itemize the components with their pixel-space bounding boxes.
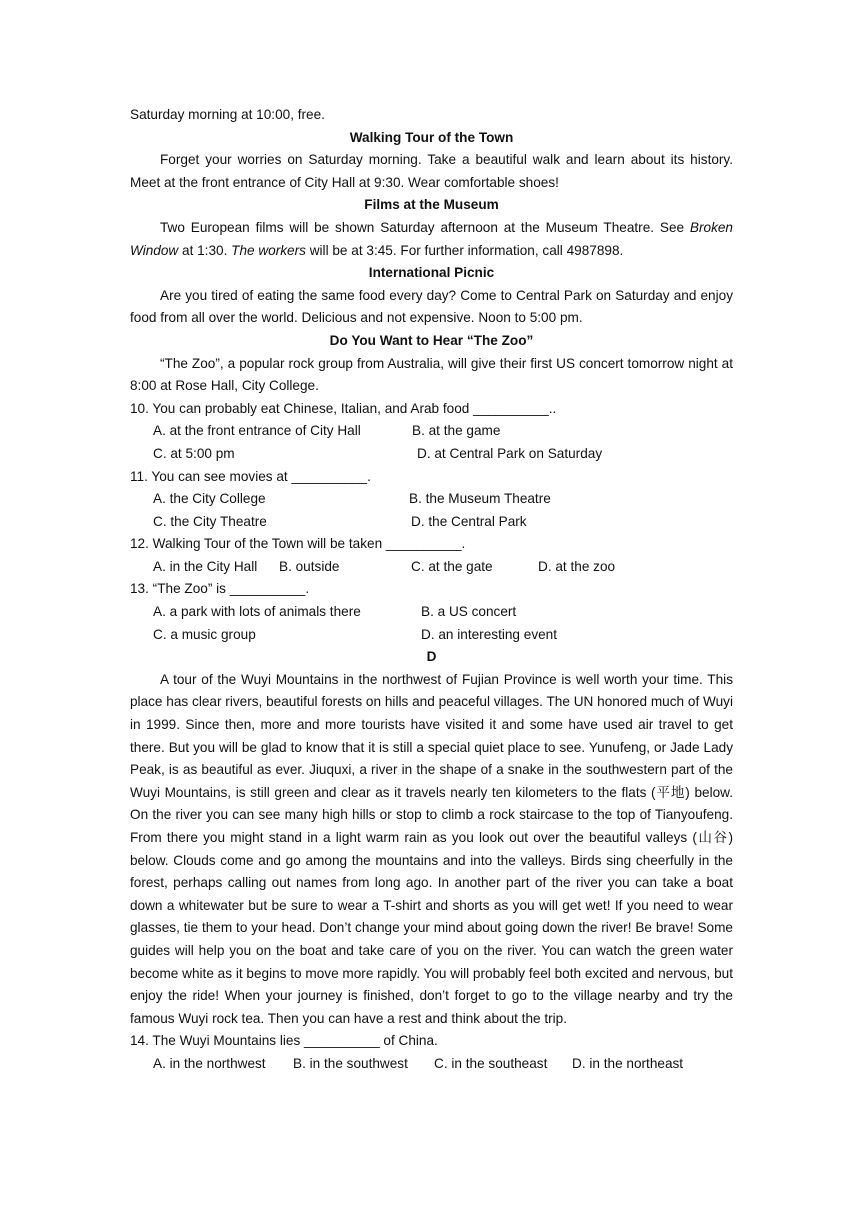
question-12-option-a: A. in the City Hall bbox=[153, 558, 258, 574]
question-12-options-row bbox=[130, 556, 733, 579]
passage-part-2: ) below. On the river you can see many high hills or stop to climb a rock staircase to the top of Tianyoufeng. From there you might stand in a light warm rain as you look out over the beautiful valleys ( bbox=[130, 784, 733, 845]
question-11-option-d: D. the Central Park bbox=[411, 513, 527, 529]
passage-part-1: A tour of the Wuyi Mountains in the northwest of Fujian Province is well worth your time. This place has clear rivers, beautiful forests on hills and peaceful villages. The UN honored much of Wuyi in 1999. Since then, more and more tourists have visited it and some have used air travel to get there. But you will be glad to know that it is still a special quiet place to see. Yunufeng, or Jade Lady Peak, is as beautiful as ever. Jiuquxi, a river in the shape of a snake in the southwestern part of the Wuyi Mountains, is still green and clear as it travels nearly ten kilometers to the flats ( bbox=[130, 671, 733, 800]
question-11-option-a: A. the City College bbox=[153, 491, 266, 507]
question-14-option-c: C. in the southeast bbox=[434, 1055, 548, 1071]
question-10-options-row1 bbox=[130, 420, 733, 443]
question-10-option-b: B. at the game bbox=[412, 423, 501, 439]
section-d-heading: D bbox=[426, 649, 437, 665]
question-13-options-row1 bbox=[130, 601, 733, 624]
tour-paragraph: Forget your worries on Saturday morning. Take a beautiful walk and learn about its history. Meet at the front entrance of City Hall at 9:30. Wear comfortable shoes! bbox=[130, 152, 733, 190]
picnic-paragraph: Are you tired of eating the same food every day? Come to Central Park on Saturday and enjoy food from all over the world. Delicious and not expensive. Noon to 5:00 pm. bbox=[130, 287, 733, 326]
films-text-c: will be at 3:45. For further information, call 4987898. bbox=[305, 242, 624, 258]
question-11-options-row1 bbox=[130, 488, 733, 511]
films-heading: Films at the Museum bbox=[364, 197, 499, 213]
question-13-options-row2 bbox=[130, 624, 733, 647]
question-12-option-b: B. outside bbox=[279, 558, 340, 574]
question-14-option-a: A. in the northwest bbox=[153, 1055, 266, 1071]
question-13-option-d: D. an interesting event bbox=[421, 626, 558, 642]
films-paragraph bbox=[130, 217, 733, 262]
film-title-the-workers: The workers bbox=[231, 242, 306, 258]
zoo-paragraph: “The Zoo”, a popular rock group from Australia, will give their first US concert tomorrow night at 8:00 at Rose Hall, City College. bbox=[130, 355, 733, 394]
question-12-option-c: C. at the gate bbox=[411, 558, 493, 574]
question-10-stem: 10. You can probably eat Chinese, Italian, and Arab food __________.. bbox=[130, 400, 557, 416]
tour-heading: Walking Tour of the Town bbox=[349, 129, 514, 145]
picnic-heading: International Picnic bbox=[368, 265, 495, 281]
question-10-option-d: D. at Central Park on Saturday bbox=[417, 445, 603, 461]
zoo-heading: Do You Want to Hear “The Zoo” bbox=[329, 332, 534, 348]
question-12-option-d: D. at the zoo bbox=[538, 558, 616, 574]
question-12-stem: 12. Walking Tour of the Town will be taken __________. bbox=[130, 536, 466, 552]
films-text-a: Two European films will be shown Saturday afternoon at the Museum Theatre. See bbox=[160, 219, 690, 235]
films-text-b: at 1:30. bbox=[178, 242, 232, 258]
passage-part-3: ) below. Clouds come and go among the mountains and into the valleys. Birds sing cheerfully in the forest, perhaps calling out names from long ago. In another part of the river you can take a boat down a whitewater but be sure to wear a T-shirt and shorts as you will get wet! If you need to wear glasses, tie them to your head. Don’t change your mind about going down the river! Be brave! Some guides will help you on the boat and take care of you on the river. You can watch the green water become white as it begins to move more rapidly. You will probably feel both excited and nervous, but enjoy the ride! When your journey is finished, don’t forget to go to the village nearby and try the famous Wuyi rock tea. Then you can have a rest and think about the trip. bbox=[130, 830, 733, 1026]
question-14-option-d: D. in the northeast bbox=[572, 1055, 684, 1071]
gloss-flats: 平地 bbox=[655, 784, 686, 801]
question-14-stem: 14. The Wuyi Mountains lies __________ of China. bbox=[130, 1033, 438, 1049]
question-11-options-row2 bbox=[130, 511, 733, 534]
question-11-stem: 11. You can see movies at __________. bbox=[130, 468, 371, 484]
document-page bbox=[130, 104, 733, 1076]
question-11-option-c: C. the City Theatre bbox=[153, 513, 267, 529]
gloss-valleys: 山谷 bbox=[696, 830, 729, 846]
question-14-options-row bbox=[130, 1053, 733, 1076]
intro-tail-line: Saturday morning at 10:00, free. bbox=[130, 107, 325, 122]
question-13-option-c: C. a music group bbox=[153, 626, 256, 642]
question-11-option-b: B. the Museum Theatre bbox=[409, 491, 551, 507]
question-10-option-a: A. at the front entrance of City Hall bbox=[153, 423, 361, 439]
film-title-broken-window: Broken Window bbox=[130, 219, 733, 258]
question-13-stem: 13. “The Zoo” is __________. bbox=[130, 581, 310, 597]
question-13-option-a: A. a park with lots of animals there bbox=[153, 604, 361, 620]
section-d-passage bbox=[130, 669, 733, 1031]
question-13-option-b: B. a US concert bbox=[421, 604, 517, 620]
question-14-option-b: B. in the southwest bbox=[293, 1055, 408, 1071]
question-10-options-row2 bbox=[130, 443, 733, 466]
question-10-option-c: C. at 5:00 pm bbox=[153, 445, 235, 461]
